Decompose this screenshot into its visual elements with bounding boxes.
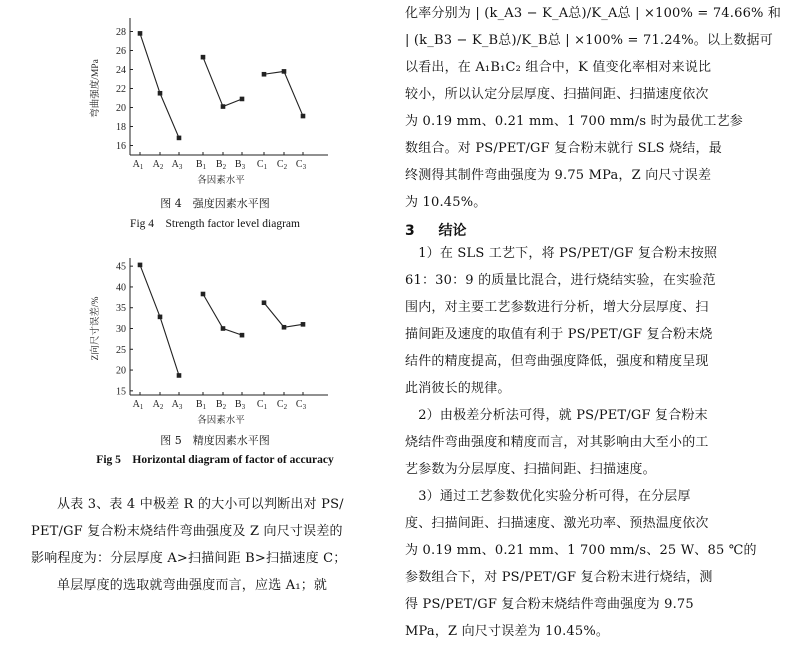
conclusion-line: 描间距及速度的取值有利于 PS/PET/GF 复合粉末烧 bbox=[405, 327, 713, 342]
x-axis-label: 各因素水平 bbox=[197, 416, 245, 426]
x-tick-label: $C_2$ bbox=[276, 159, 288, 171]
y-tick-label: 26 bbox=[116, 46, 126, 57]
y-axis-label: Z向尺寸误差/% bbox=[91, 296, 101, 361]
section-heading bbox=[405, 220, 467, 240]
right-text-line: 为 0.19 mm、0.21 mm、1 700 mm/s 时为最优工艺参 bbox=[405, 114, 743, 129]
x-tick-label: $B_1$ bbox=[195, 399, 207, 411]
data-point bbox=[221, 326, 226, 331]
data-point bbox=[262, 72, 267, 77]
x-tick-label: $A_1$ bbox=[132, 399, 144, 411]
y-tick-label: 18 bbox=[116, 122, 126, 133]
data-point bbox=[282, 69, 287, 74]
y-tick-label: 28 bbox=[116, 27, 126, 38]
x-axis-label: 各因素水平 bbox=[197, 176, 245, 186]
y-tick-label: 35 bbox=[116, 303, 126, 315]
fig5-caption-cn: 图 5 精度因素水平图 bbox=[160, 434, 270, 447]
conclusion-line: 度、扫描间距、扫描速度、激光功率、预热温度依次 bbox=[405, 516, 709, 531]
x-tick-label: $C_3$ bbox=[295, 159, 307, 171]
conclusion-line: 2）由极差分析法可得，就 PS/PET/GF 复合粉末 bbox=[405, 408, 708, 423]
x-tick-label: $A_3$ bbox=[171, 399, 183, 411]
x-tick-label: $A_1$ bbox=[132, 159, 144, 171]
chart-strength-factor-level bbox=[60, 10, 360, 195]
data-point bbox=[301, 114, 306, 119]
right-text-line: 为 10.45%。 bbox=[405, 195, 487, 210]
y-axis-label: 弯曲强度/MPa bbox=[91, 59, 101, 118]
y-tick-label: 30 bbox=[116, 324, 126, 335]
y-tick-label: 24 bbox=[116, 65, 126, 76]
chart-accuracy-factor-level bbox=[60, 250, 360, 435]
conclusion-line: 围内，对主要工艺参数进行分析，增大分层厚度、扫 bbox=[405, 300, 709, 315]
data-point bbox=[221, 104, 226, 109]
y-tick-label: 20 bbox=[116, 365, 126, 377]
right-text-line: 较小，所以认定分层厚度、扫描间距、扫描速度依次 bbox=[405, 87, 709, 102]
fig4-caption-cn: 图 4 强度因素水平图 bbox=[160, 197, 270, 210]
x-tick-label: $A_2$ bbox=[152, 159, 164, 171]
x-tick-label: $C_2$ bbox=[276, 399, 288, 411]
conclusion-line: 结件的精度提高，但弯曲强度降低，强度和精度呈现 bbox=[405, 354, 709, 369]
right-text-line: 以看出，在 A₁B₁C₂ 组合中，K 值变化率相对来说比 bbox=[405, 60, 712, 75]
left-text-line: PET/GF 复合粉末烧结件弯曲强度及 Z 向尺寸误差的 bbox=[31, 524, 343, 539]
left-body-text bbox=[31, 491, 346, 599]
y-tick-label: 45 bbox=[116, 261, 126, 273]
data-point bbox=[138, 31, 143, 36]
data-point bbox=[201, 55, 206, 60]
x-tick-label: $B_3$ bbox=[234, 399, 246, 411]
series-line-A bbox=[140, 33, 179, 137]
data-point bbox=[177, 373, 182, 378]
data-point bbox=[240, 333, 245, 338]
right-body-text-top bbox=[405, 0, 781, 216]
fig5-caption-en: Fig 5 Horizontal diagram of factor of accuracy bbox=[96, 454, 334, 466]
x-tick-label: $C_1$ bbox=[256, 399, 268, 411]
data-point bbox=[262, 300, 267, 305]
series-line-B bbox=[203, 57, 242, 106]
y-tick-label: 15 bbox=[116, 386, 126, 398]
y-tick-label: 40 bbox=[116, 282, 126, 294]
data-point bbox=[240, 97, 245, 102]
data-point bbox=[158, 315, 163, 320]
right-text-line: 数组合。对 PS/PET/GF 复合粉末就行 SLS 烧结，最 bbox=[405, 141, 722, 156]
left-text-line: 单层厚度的选取就弯曲强度而言，应选 A₁；就 bbox=[57, 578, 328, 593]
y-tick-label: 16 bbox=[116, 141, 126, 152]
series-line-C bbox=[264, 303, 303, 328]
conclusion-line: 参数组合下，对 PS/PET/GF 复合粉末进行烧结，测 bbox=[405, 570, 713, 585]
y-tick-label: 22 bbox=[116, 84, 126, 95]
x-tick-label: $C_3$ bbox=[295, 399, 307, 411]
conclusion-line: 艺参数为分层厚度、扫描间距、扫描速度。 bbox=[405, 462, 656, 477]
y-tick-label: 25 bbox=[116, 344, 126, 356]
conclusion-line: 此消彼长的规律。 bbox=[405, 381, 511, 396]
x-tick-label: $B_2$ bbox=[215, 159, 227, 171]
conclusion-line: 烧结件弯曲强度和精度而言，对其影响由大至小的工 bbox=[405, 435, 709, 450]
x-tick-label: $A_2$ bbox=[152, 399, 164, 411]
right-text-line: 终测得其制件弯曲强度为 9.75 MPa，Z 向尺寸误差 bbox=[405, 168, 712, 183]
x-tick-label: $B_3$ bbox=[234, 159, 246, 171]
conclusion-line: 1）在 SLS 工艺下，将 PS/PET/GF 复合粉末按照 bbox=[405, 246, 718, 261]
left-text-line: 从表 3、表 4 中极差 R 的大小可以判断出对 PS/ bbox=[57, 497, 344, 512]
series-line-C bbox=[264, 71, 303, 116]
right-text-line: | (k_B3 − K_B总)/K_B总 | ×100% = 71.24%。以上数据可 bbox=[405, 33, 773, 48]
data-point bbox=[177, 136, 182, 141]
y-tick-label: 20 bbox=[116, 103, 126, 114]
conclusion-line: MPa，Z 向尺寸误差为 10.45%。 bbox=[405, 624, 610, 639]
conclusion-line: 61：30：9 的质量比混合，进行烧结实验，在实验范 bbox=[405, 273, 716, 288]
section-number: 3 bbox=[405, 223, 415, 239]
conclusion-line: 3）通过工艺参数优化实验分析可得，在分层厚 bbox=[405, 489, 691, 504]
x-tick-label: $C_1$ bbox=[256, 159, 268, 171]
x-tick-label: $B_2$ bbox=[215, 399, 227, 411]
right-text-line: 化率分别为 | (k_A3 − K_A总)/K_A总 | ×100% = 74.66% 和 bbox=[405, 6, 782, 21]
data-point bbox=[201, 292, 206, 297]
data-point bbox=[158, 91, 163, 96]
data-point bbox=[282, 325, 287, 330]
x-tick-label: $A_3$ bbox=[171, 159, 183, 171]
conclusion-line: 得 PS/PET/GF 复合粉末烧结件弯曲强度为 9.75 bbox=[405, 597, 694, 612]
data-point bbox=[301, 322, 306, 327]
data-point bbox=[138, 263, 143, 268]
conclusion-text bbox=[405, 240, 757, 645]
series-line-A bbox=[140, 265, 179, 376]
x-tick-label: $B_1$ bbox=[195, 159, 207, 171]
conclusion-line: 为 0.19 mm、0.21 mm、1 700 mm/s、25 W、85 ℃的 bbox=[405, 543, 757, 558]
fig4-caption-en: Fig 4 Strength factor level diagram bbox=[130, 218, 300, 230]
section-title: 结论 bbox=[438, 223, 467, 239]
left-text-line: 影响程度为：分层厚度 A>扫描间距 B>扫描速度 C； bbox=[31, 551, 347, 566]
